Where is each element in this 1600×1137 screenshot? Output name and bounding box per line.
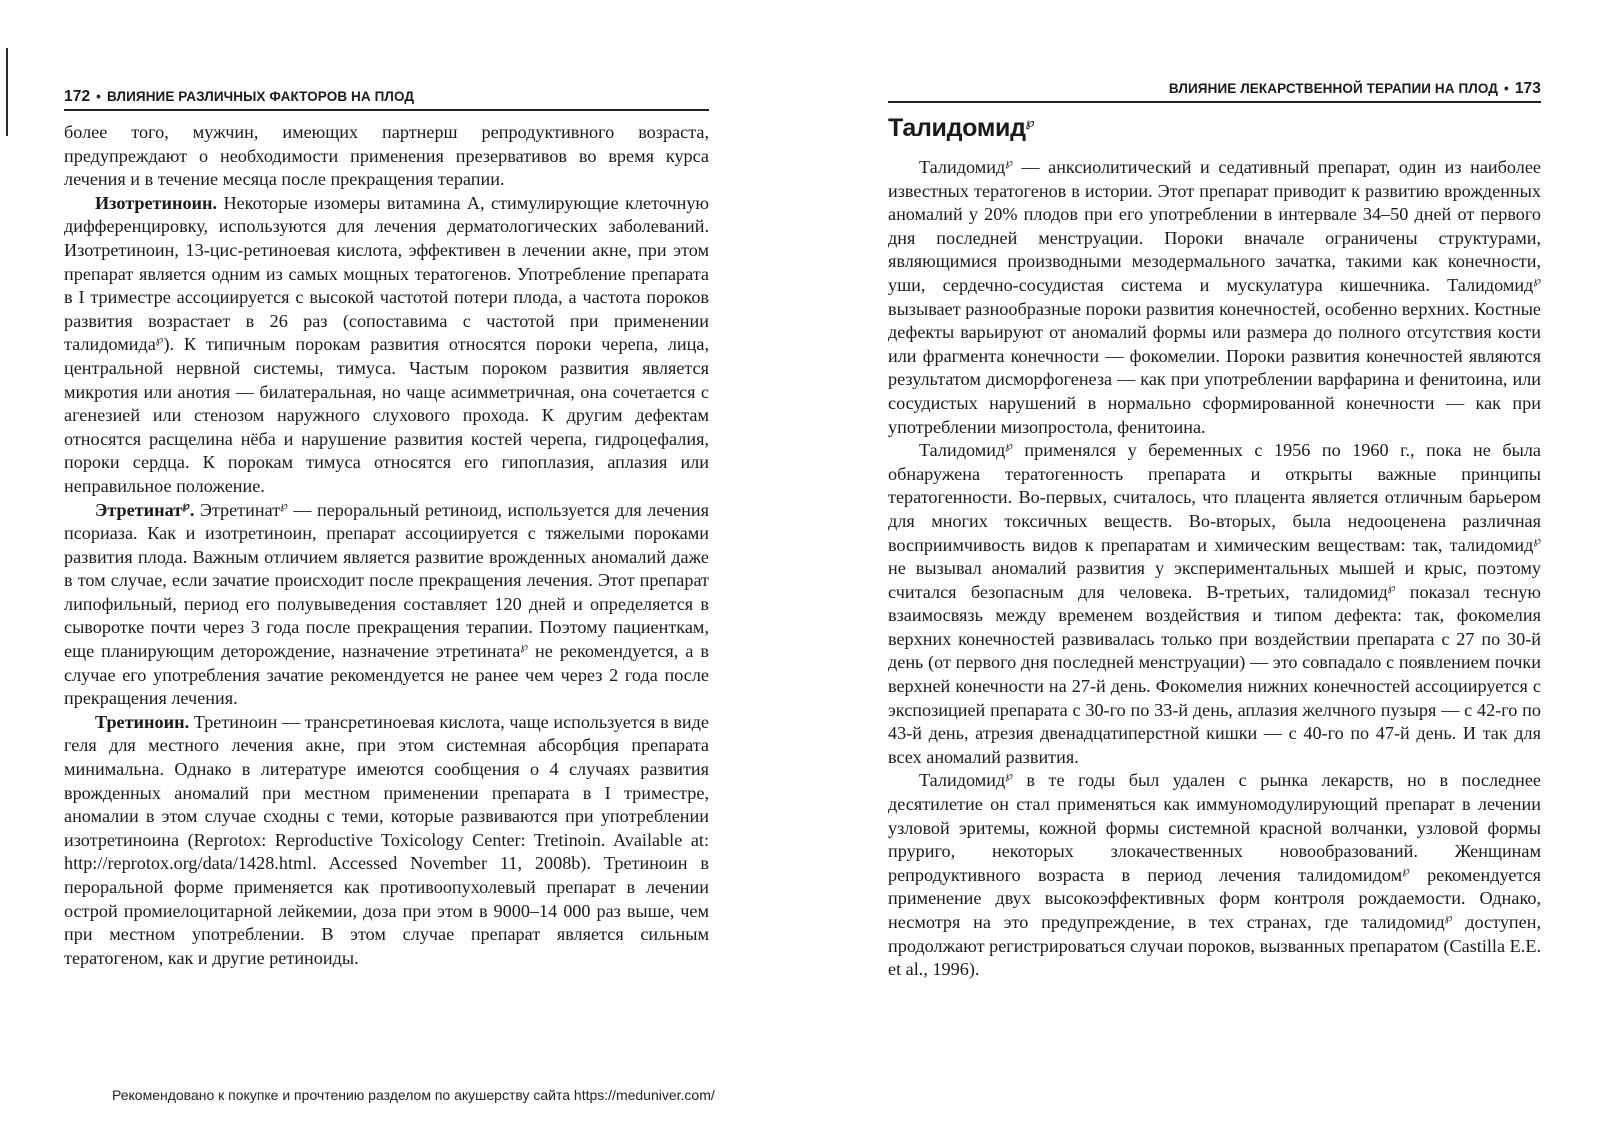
- paragraph-etretinate: Этретинат℘. Этретинат℘ — пероральный ретиноид, используется для лечения псориаза. Как и изотретиноин, препарат ассоциируется с тяжелыми пороками развития плода. Важным отличием является развитие врожденных аномалий даже в том случае, если зачатие происходит после прекращения лечения. Этот препарат липофильный, период его полувыведения составляет 120 дней и определяется в сыворотке почти через 3 года после прекращения терапии. Поэтому пациенткам, еще планирующим деторождение, назначение этретината℘ не рекомендуется, а в случае его употребления зачатие рекомендуется не ранее чем через 2 года после прекращения лечения.: [64, 499, 709, 709]
- drug-mark: ℘: [280, 499, 288, 512]
- section-title-mark: ℘: [1025, 114, 1035, 130]
- drug-mark: ℘: [1402, 864, 1410, 877]
- drug-mark: ℘: [1387, 581, 1396, 594]
- running-head-right: [888, 80, 1541, 103]
- drug-mark: ℘: [1005, 440, 1013, 453]
- page-number-right: 173: [1514, 80, 1541, 97]
- paragraph-lead-tretinoin: Третиноин.: [95, 711, 190, 732]
- header-bullet-right: •: [1504, 81, 1509, 96]
- paragraph-thalidomide-3: Талидомид℘ в те годы был удален с рынка лекарств, но в последнее десятилетие он стал применяться как иммуномодулирующий препарат в лечении узловой эритемы, кожной формы системной красной волчанки, узловой формы пруриго, некоторых злокачественных новообразований. Женщинам репродуктивного возраста в период лечения талидомидом℘ рекомендуется применение двух высокоэффективных форм контроля рождаемости. Однако, несмотря на это предупреждение, в тех странах, где талидомид℘ доступен, продолжают регистрироваться случаи пороков, вызванных препаратом (Castilla E.E. et al., 1996).: [888, 770, 1541, 980]
- paragraph-lead-etretinate: Этретинат℘.: [95, 499, 195, 520]
- paragraph-continuation: более того, мужчин, имеющих партнерш репродуктивного возраста, предупреждают о необходимости применения презервативов во время курса лечения и в течение месяца после прекращения терапии.: [64, 122, 709, 190]
- drug-mark: ℘: [1533, 274, 1541, 287]
- header-bullet-left: •: [96, 89, 101, 104]
- drug-mark: ℘: [155, 334, 164, 347]
- paragraph-thalidomide-2: Талидомид℘ применялся у беременных с 1956 по 1960 г., пока не была обнаружена тератогенность препарата и открыты важные принципы тератогенности. Во-первых, считалось, что плацента является отличным барьером для многих токсичных веществ. Во-вторых, была недооценена различная восприимчивость видов к препаратам и химическим веществам: так, талидомид℘ не вызывал аномалий развития у экспериментальных мышей и крыс, поэтому считался безопасным для человека. В-третьих, талидомид℘ показал тесную взаимосвязь между временем воздействия и типом дефекта: так, фокомелия верхних конечностей развивалась только при воздействии препарата с 27 по 30-й день (от первого дня последней менструации) — это совпадало с появлением почки верхней конечности на 27-й день. Фокомелия нижних конечностей ассоциируется с экспозицией препарата с 30-го по 33-й день, аплазия желчного пузыря — с 42-го по 43-й день, атрезия двенадцатиперстной кишки — с 40-го по 47-й день. И так для всех аномалий развития.: [888, 440, 1541, 767]
- page-number-left: 172: [64, 88, 91, 105]
- paragraph-thalidomide-1: Талидомид℘ — анксиолитический и седативный препарат, один из наиболее известных тератогенов в истории. Этот препарат приводит к развитию врожденных аномалий у 20% плодов при его употреблении в интервале 34–50 дней от первого дня последней менструации. Пороки вначале ограничены структурами, являющимися производными мезодермального зачатка, такими как конечности, уши, сердечно-сосудистая система и мускулатура кишечника. Талидомид℘ вызывает разнообразные пороки развития конечностей, особенно верхних. Костные дефекты варьируют от аномалий формы или размера до полного отсутствия кости или фрагмента конечности — фокомелии. Пороки развития конечностей являются результатом дисморфогенеза — как при употреблении варфарина и фенитоина, или сосудистых нарушений в нормально сформированной конечности — как при употреблении мизопростола, фенитоина.: [888, 156, 1541, 437]
- paragraph-lead-isotretinoin: Изотретиноин.: [95, 192, 218, 213]
- drug-mark: ℘: [182, 499, 190, 512]
- drug-mark: ℘: [1444, 911, 1453, 924]
- section-title-text: Талидомид: [888, 114, 1026, 142]
- drug-mark: ℘: [520, 641, 529, 653]
- paragraph-tretinoin: Третиноин. Третиноин — трансретиноевая кислота, чаще используется в виде геля для местного лечения акне, при этом системная абсорбция препарата минимальна. Однако в литературе имеются сообщения о 4 случаях развития врожденных аномалий при местном применении препарата в I триместре, аномалии в этом случае сходны с теми, которые развиваются при употреблении изотретиноина (Reprotox: Reproductive Toxicology Center: Tretinoin. Available at: http://reprotox.org/data/1428.html. Accessed November 11, 2008b). Третиноин в пероральной форме применяется как противоопухолевый препарат в лечении острой промиелоцитарной лейкемии, доза при этом в 9000–14 000 раз выше, чем при местном употреблении. В этом случае препарат является сильным тератогеном, как и другие ретиноиды.: [64, 711, 709, 968]
- right-page-body: [888, 156, 1541, 982]
- paragraph-isotretinoin: Изотретиноин. Некоторые изомеры витамина А, стимулирующие клеточную дифференцировку, используются для лечения дерматологических заболеваний. Изотретиноин, 13-цис-ретиноевая кислота, эффективен в лечении акне, при этом препарат является одним из самых мощных тератогенов. Употребление препарата в I триместре ассоциируется с высокой частотой потери плода, а частота пороков развития возрастает в 26 раз (сопоставима с частотой при применении талидомида℘). К типичным порокам развития относятся пороки черепа, лица, центральной нервной системы, тимуса. Частым пороком развития является микротия или анотия — билатеральная, но чаще асимметричная, она сочетается с агенезией или стенозом наружного слухового прохода. К другим дефектам относятся расщелина нёба и нарушение развития костей черепа, гидроцефалия, пороки сердца. К порокам тимуса относятся его гипоплазия, аплазия или неправильное положение.: [64, 192, 710, 496]
- drug-mark: ℘: [1005, 770, 1013, 783]
- drug-mark: ℘: [1005, 156, 1013, 169]
- running-head-left: [64, 88, 709, 111]
- section-title: [888, 114, 1034, 143]
- left-page: [64, 0, 709, 1137]
- running-head-title-left: ВЛИЯНИЕ РАЗЛИЧНЫХ ФАКТОРОВ НА ПЛОД: [107, 89, 415, 104]
- left-page-body: [64, 121, 709, 970]
- running-head-title-right: ВЛИЯНИЕ ЛЕКАРСТВЕННОЙ ТЕРАПИИ НА ПЛОД: [1168, 81, 1498, 96]
- right-page: [888, 0, 1541, 1137]
- drug-mark: ℘: [1533, 534, 1541, 547]
- footer-note: Рекомендовано к покупке и прочтению разделом по акушерству сайта https://meduniver.com/: [112, 1087, 715, 1103]
- page-edge-mark: [6, 48, 8, 136]
